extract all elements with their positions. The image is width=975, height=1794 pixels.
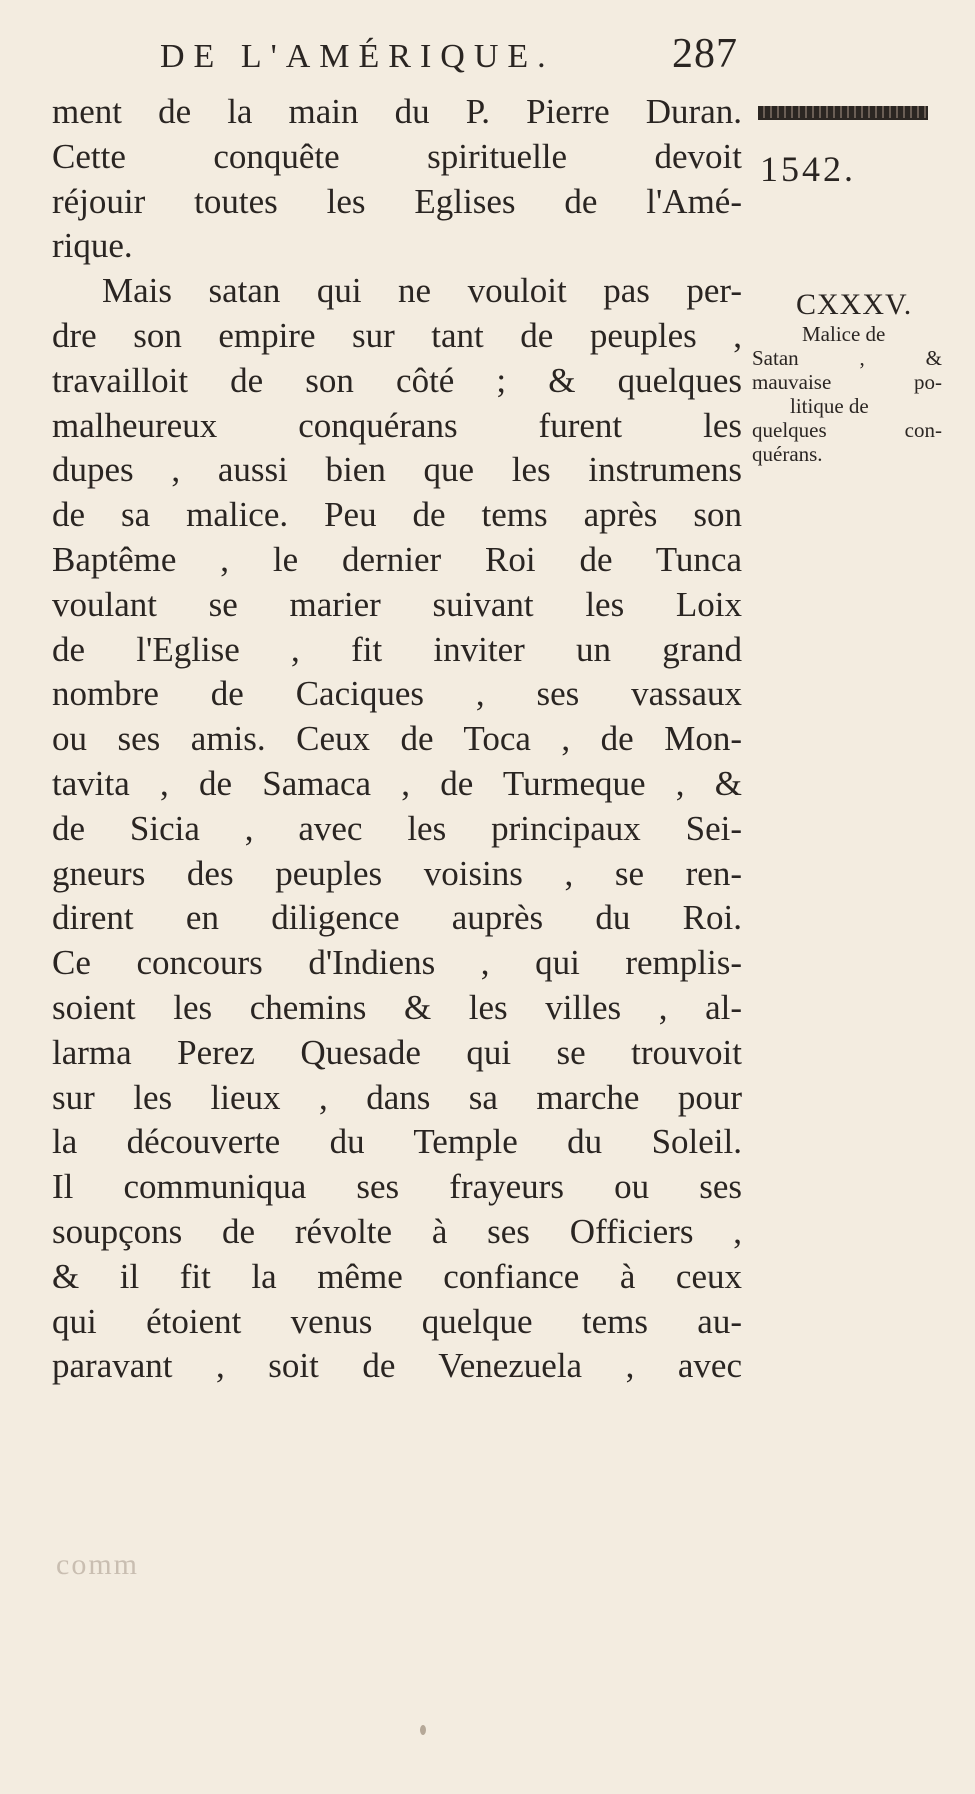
text-line: sur les lieux , dans sa marche pour [52,1077,742,1117]
sidenote-line: quérans. [752,442,823,466]
text-line: larma Perez Quesade qui se trouvoit [52,1032,742,1072]
ink-stain [419,1723,427,1737]
text-line: de sa malice. Peu de tems après son [52,495,742,535]
text-line: gneurs des peuples voisins , se ren- [52,853,742,893]
margin-ornament [758,106,928,120]
text-line: de l'Eglise , fit inviter un grand [52,629,742,669]
running-head: DE L'AMÉRIQUE. [160,38,555,75]
text-line: dupes , aussi bien que les instrumens [52,450,742,490]
text-line: soupçons de révolte à ses Officiers , [52,1211,742,1251]
text-line: nombre de Caciques , ses vassaux [52,674,742,714]
text-line: réjouir toutes les Eglises de l'Amé- [52,181,742,221]
text-line: paravant , soit de Venezuela , avec [52,1346,742,1386]
text-line: Ce concours d'Indiens , qui remplis- [52,943,742,983]
text-line: ou ses amis. Ceux de Toca , de Mon- [52,719,742,759]
text-line: malheureux conquérans furent les [52,405,742,445]
text-line: ment de la main du P. Pierre Duran. [52,92,742,131]
text-line: Il communiqua ses frayeurs ou ses [52,1167,742,1207]
body-text [52,90,742,1389]
text-line: dirent en diligence auprès du Roi. [52,898,742,938]
sidenote-line: Satan , & [752,346,942,370]
text-line: dre son empire sur tant de peuples , [52,315,742,355]
text-line: qui étoient venus quelque tems au- [52,1301,742,1341]
catchword: comm [56,1548,139,1581]
text-line: de Sicia , avec les principaux Sei- [52,808,742,848]
text-line: Baptême , le dernier Roi de Tunca [52,539,742,579]
sidenote [752,322,942,466]
text-line: rique. [52,226,133,266]
text-line: la découverte du Temple du Soleil. [52,1122,742,1162]
margin-year: 1542. [760,149,856,189]
page-number: 287 [672,31,738,77]
sidenote-line: mauvaise po- [752,370,942,394]
sidenote-line: Malice de [802,322,886,346]
text-line: soient les chemins & les villes , al- [52,987,742,1027]
text-line: travailloit de son côté ; & quelques [52,360,742,400]
text-line: voulant se marier suivant les Loix [52,584,742,624]
text-line: tavita , de Samaca , de Turmeque , & [52,763,742,803]
sidenote-line: quelques con- [752,418,942,442]
section-number: CXXXV. [796,288,913,321]
text-line: Cette conquête spirituelle devoit [52,136,742,176]
text-line: Mais satan qui ne vouloit pas per- [102,271,742,311]
sidenote-line: litique de [790,394,869,418]
text-line: & il fit la même confiance à ceux [52,1256,742,1296]
